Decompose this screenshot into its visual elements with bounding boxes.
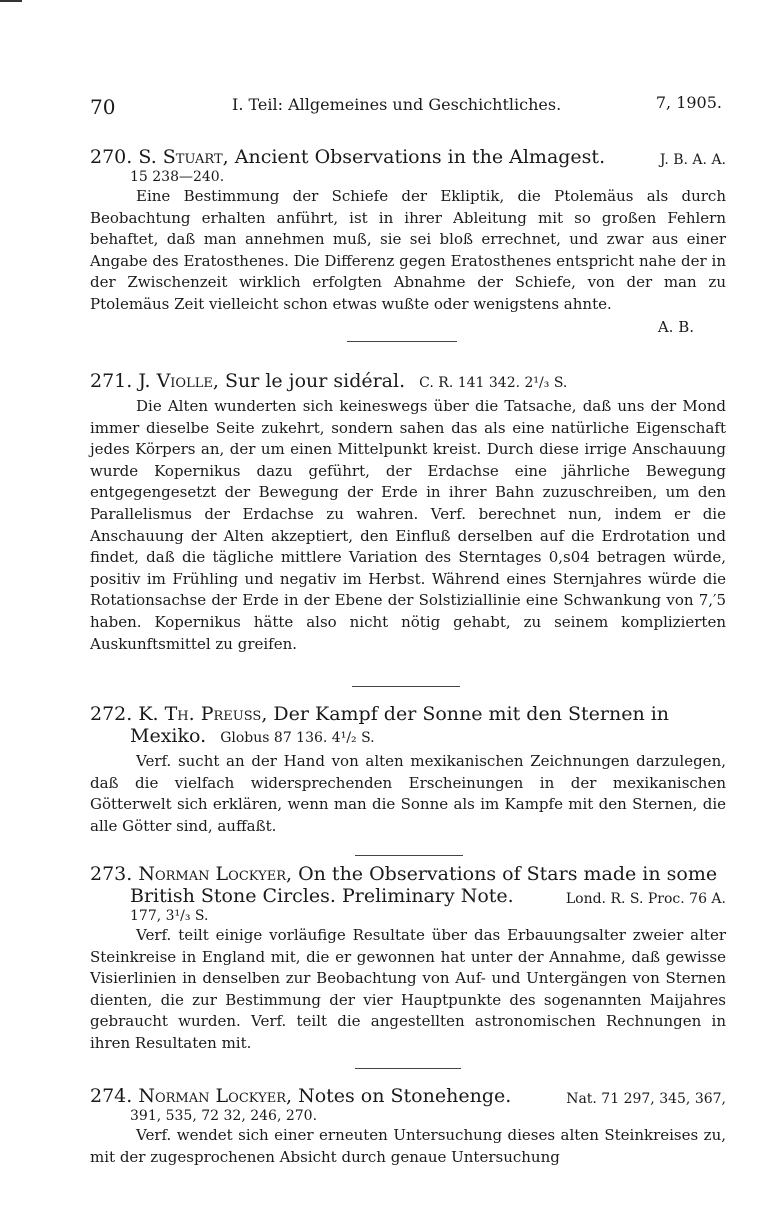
entry-number: 272. (90, 703, 133, 725)
entry-title: Sur le jour sidéral. (224, 370, 406, 392)
entry-heading-cont (90, 885, 726, 907)
page-number: 70 (90, 95, 116, 119)
entry-273 (90, 863, 726, 1055)
entry-271 (90, 370, 726, 655)
entry-270 (90, 146, 726, 316)
entry-title: Notes on Stonehenge. (298, 1085, 512, 1107)
entry-source: Globus 87 136. 4¹/₂ S. (220, 730, 375, 746)
entry-title: Ancient Observations in the Almagest. (234, 146, 606, 168)
entry-source-cont: 391, 535, 72 32, 246, 270. (130, 1108, 318, 1124)
entry-author: J. Violle, (138, 370, 219, 392)
page-header (90, 93, 726, 123)
entry-number: 273. (90, 863, 133, 885)
running-year: 7, 1905. (655, 93, 722, 112)
entry-title: Der Kampf der Sonne mit den Sternen in (273, 703, 670, 725)
entry-abstract: Verf. teilt einige vorläufige Resultate über das Erbauungsalter zweier alter Steinkreise in England mit, die er gewonnen hat unter der Annahme, daß gewisse Visierlinien in denselben zur Beobachtung von Auf- und Untergängen von Sternen dienten, die zur Bestimmung der vier Hauptpunkte des sogenannten Maijahres gebraucht wurden. Verf. teilt die angestellten astronomischen Rechnungen in ihren Resultaten mit. (90, 926, 726, 1052)
entry-number: 271. (90, 370, 133, 392)
entry-heading (90, 863, 726, 885)
separator-rule (352, 686, 460, 687)
entry-author: S. Stuart, (138, 146, 229, 168)
entry-272 (90, 703, 726, 837)
entry-heading (90, 370, 726, 394)
entry-source: Nat. 71 297, 345, 367, (566, 1091, 726, 1107)
separator-rule (355, 855, 463, 856)
entry-274 (90, 1085, 726, 1168)
running-title: I. Teil: Allgemeines und Geschichtliches. (232, 95, 562, 114)
entry-heading (90, 1085, 726, 1107)
entry-title-cont: British Stone Circles. Preliminary Note. (130, 885, 514, 907)
corner-mark (0, 0, 22, 2)
entry-heading (90, 703, 726, 725)
entry-abstract: Eine Bestimmung der Schiefe der Ekliptik, die Ptolemäus als durch Beobachtung erhalten anführt, ist in ihrer Ableitung mit so großen Fehlern behaftet, daß man annehmen muß, sie sei bloß errechnet, und zwar aus einer Angabe des Eratosthenes. Die Differenz gegen Eratosthenes entspricht nahe der in der Zwischenzeit wirklich erfolgten Abnahme der Schiefe, von der man zu Ptolemäus Zeit vielleicht schon etwas wußte oder wenigstens ahnte. (90, 187, 726, 313)
entry-author: Norman Lockyer, (138, 1085, 293, 1107)
entry-number: 270. (90, 146, 133, 168)
entry-author: Norman Lockyer, (138, 863, 293, 885)
entry-abstract: Verf. sucht an der Hand von alten mexikanischen Zeichnungen darzulegen, daß die vielfach widersprechenden Erscheinungen in der mexikanischen Götterwelt sich erklären, wenn man die Sonne als im Kampfe mit den Sternen, die alle Götter sind, auffaßt. (90, 752, 726, 835)
entry-source: Lond. R. S. Proc. 76 A. (565, 891, 726, 907)
separator-rule (355, 1068, 461, 1069)
entry-abstract: Verf. wendet sich einer erneuten Untersuchung dieses alten Steinkreises zu, mit der zugesprochenen Absicht durch genaue Untersuchung (90, 1126, 726, 1166)
entry-heading-cont (90, 725, 726, 749)
entry-source: J. B. A. A. (659, 152, 726, 168)
entry-abstract: Die Alten wunderten sich keineswegs über die Tatsache, daß uns der Mond immer dieselbe Seite zukehrt, sondern sahen das als eine natürliche Eigenschaft jedes Körpers an, der um einen Mittelpunkt kreist. Durch diese irrige Anschauung wurde Kopernikus dazu geführt, der Erdachse eine jährliche Bewegung entgegengesetzt der Bewegung der Erde in ihrer Bahn zuzuschreiben, um den Parallelismus der Erdachse zu wahren. Verf. berechnet nun, indem er die Anschauung der Alten akzeptiert, den Einfluß derselben auf die Erdrotation und findet, daß die tägliche mittlere Variation des Sterntages 0,s04 betragen würde, positiv im Frühling und negativ im Herbst. Während eines Sternjahres würde die Rotationsachse der Erde in der Ebene der Solstiziallinie eine Schwankung von 7,′5 haben. Kopernikus hätte also nicht nötig gehabt, zu seinem komplizierten Auskunftsmittel zu greifen. (90, 397, 726, 653)
entry-source: C. R. 141 342. 2¹/₃ S. (419, 375, 568, 391)
entry-title: On the Observations of Stars made in some (298, 863, 718, 885)
entry-author: K. Th. Preuss, (138, 703, 268, 725)
entry-number: 274. (90, 1085, 133, 1107)
entry-source-cont: 177, 3¹/₃ S. (130, 908, 209, 924)
entry-source-cont: 15 238—240. (130, 169, 225, 185)
entry-heading (90, 146, 726, 168)
separator-rule (347, 341, 457, 342)
entry-signature: A. B. (657, 318, 694, 336)
entry-title-cont: Mexiko. (130, 725, 207, 747)
